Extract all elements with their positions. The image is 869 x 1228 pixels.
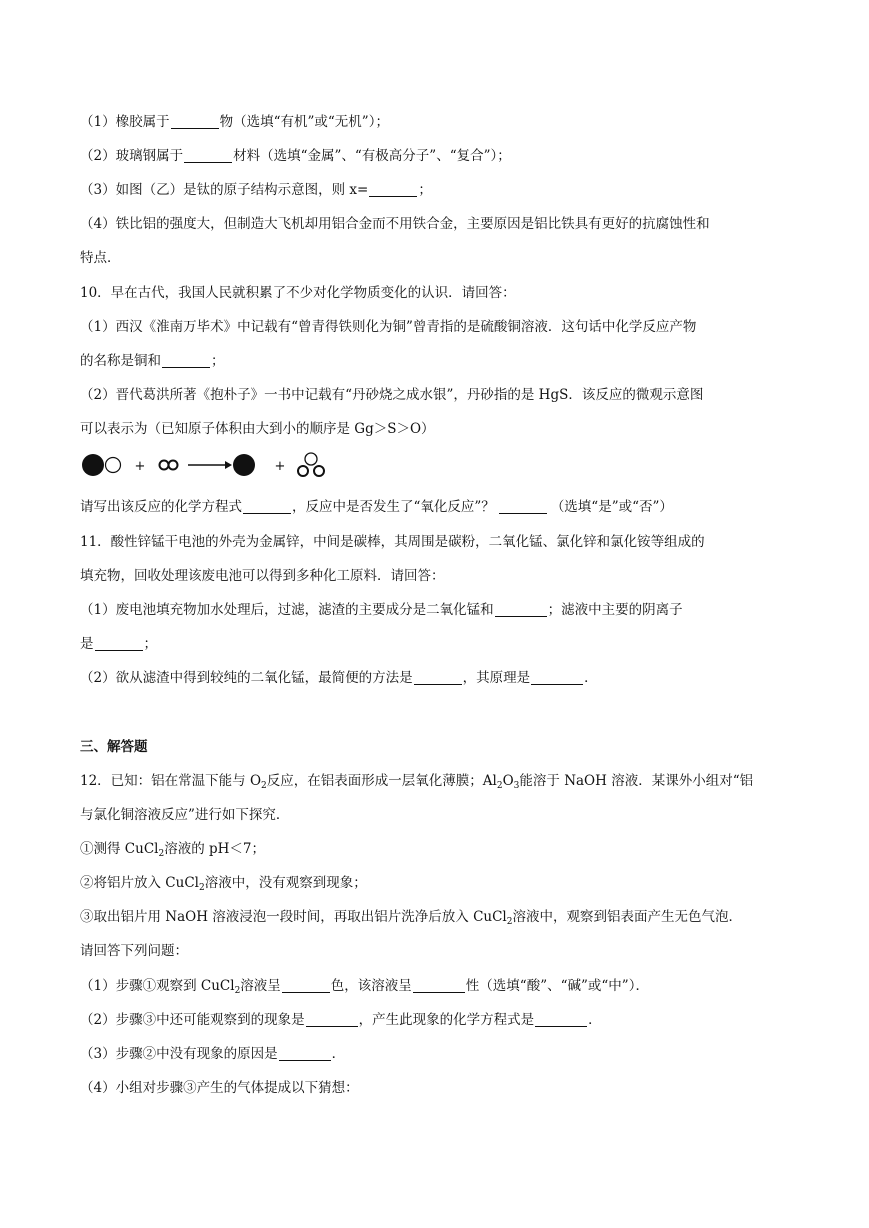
answer-blank[interactable] bbox=[531, 670, 583, 685]
q9-part3: （3）如图（乙）是钛的原子结构示意图，则 x= ； bbox=[80, 182, 432, 198]
q11-part2: （2）欲从滤渣中得到较纯的二氧化锰，最简便的方法是 ，其原理是 ． bbox=[80, 670, 598, 686]
q12-step3: ③取出铝片用 NaOH 溶液浸泡一段时间，再取出铝片洗净后放入 CuCl$_2$溶液中，观察到铝表面产生无色气泡． bbox=[80, 909, 742, 927]
answer-blank[interactable] bbox=[499, 499, 547, 514]
answer-blank[interactable] bbox=[282, 978, 330, 993]
q11-part1-cont: 是 ； bbox=[80, 636, 157, 652]
answer-blank[interactable] bbox=[95, 636, 143, 651]
answer-blank[interactable] bbox=[279, 1046, 331, 1061]
answer-blank[interactable] bbox=[306, 1012, 358, 1027]
q10-part2: （2）晋代葛洪所著《抱朴子》一书中记载有“丹砂烧之成水银”，丹砂指的是 HgS．该反应的微观示意图 bbox=[80, 387, 704, 403]
q12-part3: （3）步骤②中没有现象的原因是 ． bbox=[80, 1046, 346, 1062]
q12-stem: 12．已知：铝在常温下能与 $O_2$反应，在铝表面形成一层氧化薄膜；$Al_2O_3$能溶于 NaOH 溶液．某课外小组对“铝 bbox=[80, 773, 754, 791]
q9-part4: （4）铁比铝的强度大，但制造大飞机却用铝合金而不用铁合金，主要原因是铝比铁具有更好的抗腐蚀性和 bbox=[80, 216, 710, 232]
q12-stem-cont: 与氯化铜溶液反应”进行如下探究． bbox=[80, 807, 290, 823]
section-title: 三、解答题 bbox=[80, 739, 148, 755]
s-atom bbox=[106, 458, 121, 473]
plus-sign: + bbox=[274, 459, 286, 474]
q9-part1: （1）橡胶属于 物（选填“有机”或“无机”）； bbox=[80, 114, 389, 130]
hg-atom bbox=[233, 454, 255, 476]
q12-part1: （1）步骤①观察到 CuCl$_2$溶液呈 色，该溶液呈 性（选填“酸”、“碱”或“中”）． bbox=[80, 978, 649, 996]
o-atom bbox=[314, 466, 324, 476]
q11-part1: （1）废电池填充物加水处理后，过滤，滤渣的主要成分是二氧化锰和 ；滤液中主要的阴离子 bbox=[80, 602, 683, 618]
o-atom bbox=[160, 461, 169, 470]
answer-blank[interactable] bbox=[369, 182, 417, 197]
q9-part2: （2）玻璃钢属于 材料（选填“金属”、“有极高分子”、“复合”）； bbox=[80, 148, 511, 164]
answer-blank[interactable] bbox=[495, 602, 547, 617]
reaction-diagram bbox=[78, 450, 338, 482]
q12-step2: ②将铝片放入 CuCl$_2$溶液中，没有观察到现象； bbox=[80, 875, 367, 893]
answer-blank[interactable] bbox=[243, 499, 291, 514]
q12-part4: （4）小组对步骤③产生的气体提成以下猜想： bbox=[80, 1080, 359, 1096]
answer-blank[interactable] bbox=[184, 148, 232, 163]
hg-atom bbox=[82, 454, 104, 476]
arrow-head bbox=[225, 461, 232, 469]
q10-part1: （1）西汉《淮南万毕术》中记载有“曾青得铁则化为铜”曾青指的是硫酸铜溶液．这句话中化学反应产物 bbox=[80, 319, 697, 335]
q10-part2-cont: 可以表示为（已知原子体积由大到小的顺序是 Gg＞S＞O） bbox=[80, 421, 435, 437]
o-atom bbox=[169, 461, 178, 470]
q10-part3: 请写出该反应的化学方程式 ，反应中是否发生了“氧化反应”？ （选填“是”或“否”） bbox=[80, 499, 673, 515]
plus-sign: + bbox=[134, 459, 146, 474]
q11-stem-cont: 填充物，回收处理该废电池可以得到多种化工原料．请回答： bbox=[80, 568, 445, 584]
q10-stem: 10．早在古代，我国人民就积累了不少对化学物质变化的认识．请回答： bbox=[80, 285, 516, 301]
answer-blank[interactable] bbox=[535, 1012, 587, 1027]
q12-part2: （2）步骤③中还可能观察到的现象是 ，产生此现象的化学方程式是 ． bbox=[80, 1012, 602, 1028]
answer-blank[interactable] bbox=[414, 670, 462, 685]
q9-part4-cont: 特点． bbox=[80, 250, 121, 266]
answer-blank[interactable] bbox=[171, 114, 219, 129]
answer-blank[interactable] bbox=[413, 978, 465, 993]
s-atom bbox=[305, 453, 317, 465]
o-atom bbox=[298, 466, 308, 476]
q12-step1: ①测得 CuCl$_2$溶液的 pH＜7； bbox=[80, 841, 265, 859]
q12-ask: 请回答下列问题： bbox=[80, 943, 188, 959]
q10-part1-cont: 的名称是铜和 ； bbox=[80, 353, 225, 369]
q11-stem: 11．酸性锌锰干电池的外壳为金属锌，中间是碳棒，其周围是碳粉，二氧化锰、氯化锌和氯化铵等组成的 bbox=[80, 534, 705, 550]
answer-blank[interactable] bbox=[162, 353, 210, 368]
